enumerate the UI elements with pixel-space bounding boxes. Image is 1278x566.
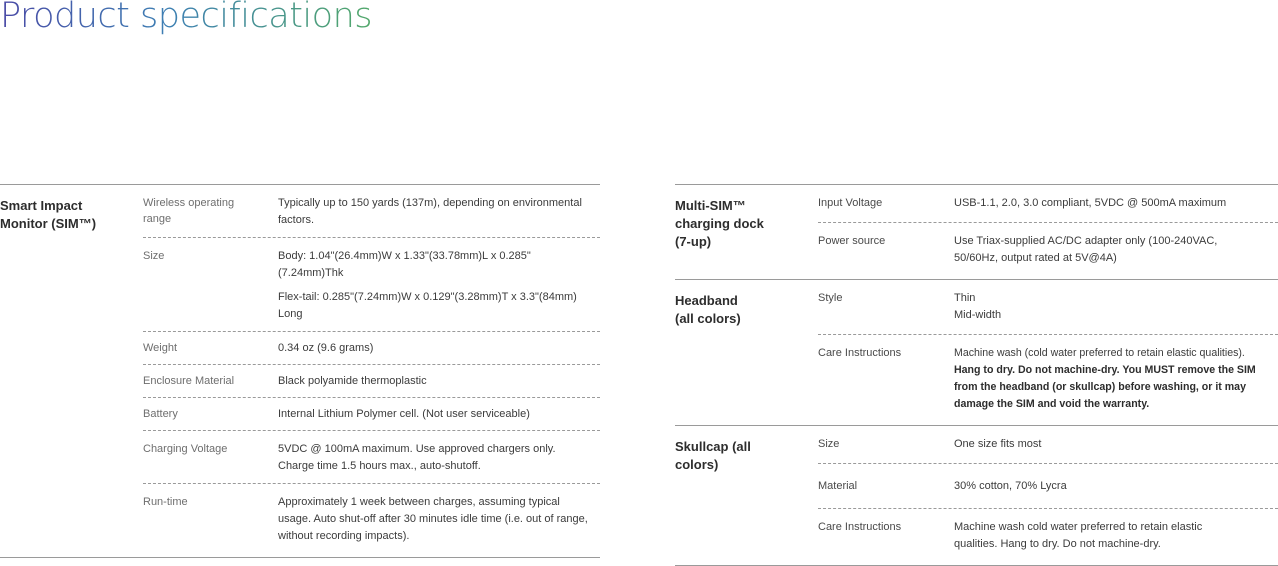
- spec-row-skullcap-care: [818, 508, 1278, 565]
- spec-label: Battery: [143, 408, 178, 420]
- spec-label: Care Instructions: [818, 347, 902, 359]
- spec-label: Style: [818, 292, 843, 304]
- spec-label: Input Voltage: [818, 197, 883, 209]
- spec-label: Size: [143, 250, 165, 262]
- spec-rows: [818, 280, 1278, 425]
- spec-rows: [143, 185, 600, 557]
- spec-label: Power source: [818, 235, 886, 247]
- spec-value: Typically up to 150 yards (137m), depending on environmental factors.: [278, 197, 582, 226]
- spec-label: Size: [818, 438, 840, 450]
- spec-value: Internal Lithium Polymer cell. (Not user serviceable): [278, 408, 530, 420]
- spec-row-weight: [143, 331, 600, 364]
- spec-row-size: [143, 237, 600, 331]
- spec-row-power-source: [818, 222, 1278, 279]
- spec-value: Approximately 1 week between charges, assuming typical usage. Auto shut-off after 30 minutes idle time (i.e. out of range, without recording impacts).: [278, 496, 588, 542]
- spec-rows: [818, 185, 1278, 279]
- spec-label: Charging Voltage: [143, 443, 228, 455]
- spec-rows: [818, 426, 1278, 565]
- spec-section-charging-dock: [675, 184, 1278, 279]
- spec-value: 30% cotton, 70% Lycra: [954, 480, 1067, 492]
- spec-value: 5VDC @ 100mA maximum. Use approved chargers only. Charge time 1.5 hours max., auto-shutoff.: [278, 443, 556, 472]
- sim-specs-column: [0, 184, 600, 558]
- spec-label: Wireless operating range: [143, 197, 235, 225]
- spec-section-skullcap: [675, 425, 1278, 566]
- spec-row-battery: [143, 397, 600, 430]
- spec-label: Weight: [143, 342, 178, 354]
- spec-row-skullcap-size: [818, 426, 1278, 463]
- spec-row-enclosure: [143, 364, 600, 397]
- spec-value: Machine wash (cold water preferred to retain elastic qualities). Hang to dry. Do not machine-dry. You MUST remove the SIM from the headband (or skullcap) before washing, or it may damage the SIM and void the warranty.: [954, 347, 1256, 410]
- section-heading-charging-dock: Multi-SIM™ charging dock (7-up): [675, 198, 764, 249]
- spec-value: One size fits most: [954, 438, 1042, 450]
- spec-value: Body: 1.04"(26.4mm)W x 1.33"(33.78mm)L x 0.285"(7.24mm)Thk Flex-tail: 0.285"(7.24mm)W x 0.129"(3.28mm)T x 3.3"(84mm) Long: [278, 250, 577, 320]
- spec-value: USB-1.1, 2.0, 3.0 compliant, 5VDC @ 500mA maximum: [954, 197, 1227, 209]
- spec-row-charging-voltage: [143, 430, 600, 483]
- spec-row-input-voltage: [818, 185, 1278, 222]
- section-heading-skullcap: Skullcap (all colors): [675, 439, 751, 472]
- spec-section-headband: [675, 279, 1278, 425]
- spec-value: Machine wash cold water preferred to retain elastic qualities. Hang to dry. Do not machine-dry.: [954, 521, 1203, 550]
- page-title: Product specifications: [0, 0, 372, 36]
- spec-row-wireless-range: [143, 185, 600, 237]
- section-heading-headband: Headband (all colors): [675, 293, 741, 326]
- spec-label: Enclosure Material: [143, 375, 235, 387]
- section-heading-sim: Smart Impact Monitor (SIM™): [0, 198, 97, 231]
- spec-value: Thin Mid-width: [954, 292, 1002, 321]
- accessory-specs-column: [675, 184, 1278, 566]
- spec-row-run-time: [143, 483, 600, 557]
- spec-label: Care Instructions: [818, 521, 902, 533]
- spec-label: Material: [818, 480, 858, 492]
- spec-row-material: [818, 463, 1278, 508]
- spec-section-sim: [0, 184, 600, 558]
- spec-value: Black polyamide thermoplastic: [278, 375, 427, 387]
- spec-row-style: [818, 280, 1278, 334]
- spec-row-headband-care: [818, 334, 1278, 425]
- spec-label: Run-time: [143, 496, 188, 508]
- spec-value: 0.34 oz (9.6 grams): [278, 342, 374, 354]
- spec-value: Use Triax-supplied AC/DC adapter only (100-240VAC, 50/60Hz, output rated at 5V@4A): [954, 235, 1218, 264]
